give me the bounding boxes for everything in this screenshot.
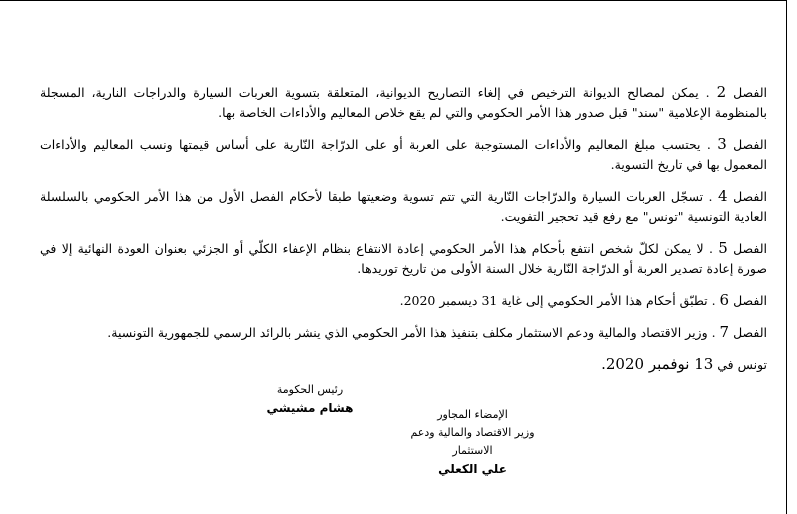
article-text: . تسجّل العربات السيارة والدرّاجات النّارية التي تتم تسوية وضعيتها طبقا لأحكام الفصل الأول من هذا الأمر الحكومي بالسلسلة العادية التونسية "تونس" مع رفع قيد تحجير التفويت. <box>40 189 767 224</box>
article-text: . يحتسب مبلغ المعاليم والأداءات المستوجبة على العربة أو على الدرّاجة النّارية على أساس قيمتها ونسب المعاليم والأداءات المعمول بها في تاريخ التسوية. <box>40 137 767 172</box>
minister-title-line1: وزير الاقتصاد والمالية ودعم <box>410 426 535 439</box>
article-4 <box>40 186 767 227</box>
article-6 <box>40 290 767 311</box>
article-number: 5 <box>718 239 728 257</box>
article-number: 3 <box>717 135 727 153</box>
article-text: . لا يمكن لكلّ شخص انتفع بأحكام هذا الأمر الحكومي إعادة الانتفاع بنظام الإعفاء الكلّي أو الجزئي بعنوان العودة النهائية إلا في صورة إعادة تصدير العربة أو الدرّاجة النّارية خلال السنة الأولى من تاريخ توريدها. <box>40 241 767 276</box>
date-place: تونس في <box>717 357 767 372</box>
article-2 <box>40 82 767 123</box>
signature-title: رئيس الحكومة <box>276 383 344 396</box>
article-3 <box>40 134 767 175</box>
minister-name: علي الكعلي <box>438 462 507 476</box>
date-value: 13 نوفمبر 2020. <box>601 355 714 373</box>
article-prefix: الفصل <box>733 189 767 204</box>
minister-title-line2: الاستثمار <box>452 444 493 457</box>
article-prefix: الفصل <box>733 85 768 100</box>
article-prefix: الفصل <box>733 293 767 308</box>
article-5 <box>40 238 767 279</box>
page-frame-right <box>786 0 787 514</box>
countersignature-label: الإمضاء المجاور <box>437 408 508 421</box>
article-number: 2 <box>716 83 727 101</box>
article-prefix: الفصل <box>733 325 767 340</box>
page-frame-top <box>0 0 786 1</box>
article-text: . تطبّق أحكام هذا الأمر الحكومي إلى غاية 31 ديسمبر 2020. <box>399 293 716 308</box>
article-text: . يمكن لمصالح الديوانة الترخيص في إلغاء التصاريح الديوانية، المتعلقة بتسوية العربات السيارة والدراجات النارية، المسجلة بالمنظومة الإعلامية "سند" قبل صدور هذا الأمر الحكومي والتي لم يقع خلاص المعاليم والأداءات الخاصة بها. <box>40 85 767 120</box>
signature-name: هشام مشيشي <box>266 401 354 415</box>
date-line <box>40 354 767 375</box>
decree-body <box>40 82 767 375</box>
article-prefix: الفصل <box>733 137 767 152</box>
signature-head-of-government <box>250 381 370 417</box>
signature-minister <box>380 406 565 478</box>
article-text: . وزير الاقتصاد والمالية ودعم الاستثمار مكلف بتنفيذ هذا الأمر الحكومي الذي ينشر بالرائد الرسمي للجمهورية التونسية. <box>107 325 716 340</box>
article-number: 7 <box>719 323 730 341</box>
article-7 <box>40 322 767 343</box>
article-prefix: الفصل <box>733 241 767 256</box>
article-number: 6 <box>719 291 730 309</box>
article-number: 4 <box>718 187 728 205</box>
